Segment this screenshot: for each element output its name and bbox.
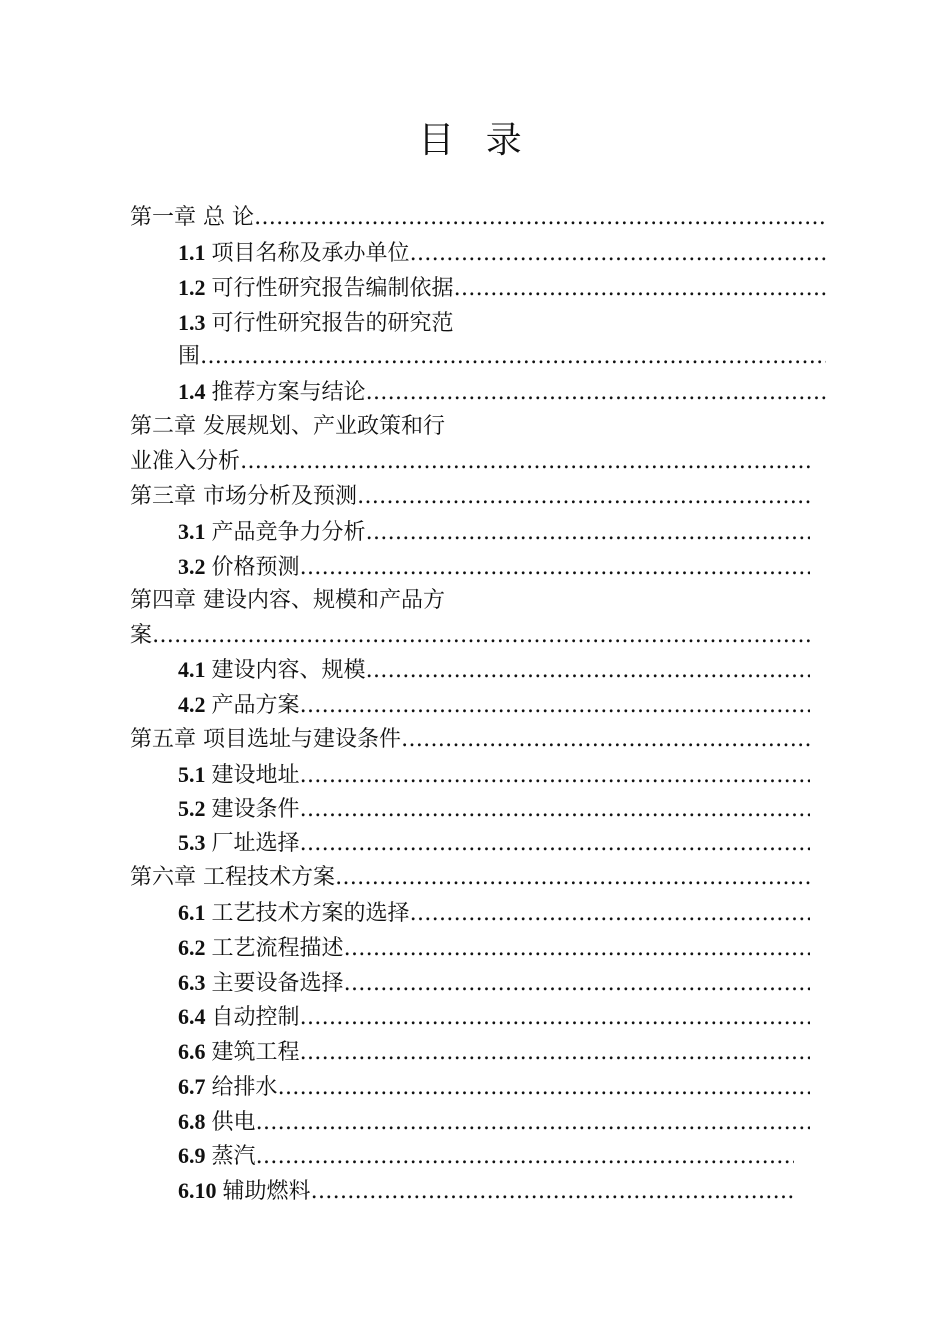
toc-text: 可行性研究报告编制依据: [211, 276, 454, 301]
leader-dots: [410, 241, 826, 266]
toc-entry: [178, 1000, 810, 1034]
toc-number: 6.1: [178, 900, 206, 925]
toc-entry: [178, 653, 810, 687]
toc-entry: [178, 1105, 810, 1139]
toc-entry: [178, 236, 826, 270]
leader-dots: [256, 1110, 810, 1135]
leader-dots: [240, 449, 810, 474]
toc-entry: [130, 480, 810, 514]
leader-dots: [300, 831, 810, 856]
toc-text: 建设地址: [211, 763, 300, 788]
toc-entry: [130, 201, 826, 235]
leader-dots: [335, 865, 810, 890]
leader-dots: [366, 658, 810, 683]
toc-text: 推荐方案与结论: [211, 380, 366, 405]
toc-text: 工艺流程描述: [211, 936, 344, 961]
toc-entry: [178, 792, 810, 826]
toc-entry: [178, 931, 810, 965]
toc-number: 5.1: [178, 762, 206, 787]
leader-dots: [410, 901, 810, 926]
toc-number: 6.7: [178, 1074, 206, 1099]
leader-dots: [366, 380, 826, 405]
leader-dots: [300, 1005, 810, 1030]
leader-dots: [366, 520, 810, 545]
toc-text: 厂址选择: [211, 831, 300, 856]
toc-entry: [178, 271, 826, 305]
leader-dots: [300, 693, 810, 718]
leader-dots: [344, 971, 810, 996]
toc-text: 第四章 建设内容、规模和产品方: [130, 588, 445, 613]
toc-text: 产品竞争力分析: [211, 520, 366, 545]
toc-text: 自动控制: [211, 1005, 300, 1030]
toc-number: 6.4: [178, 1004, 206, 1029]
toc-number: 1.2: [178, 275, 206, 300]
toc-number: 1.3: [178, 310, 206, 335]
toc-entry: [178, 966, 810, 1000]
toc-text: 案: [130, 623, 153, 648]
toc-entry: [178, 550, 810, 584]
toc-text: 建设条件: [211, 797, 300, 822]
leader-dots: [256, 1144, 794, 1169]
toc-number: 6.8: [178, 1109, 206, 1134]
leader-dots: [311, 1179, 794, 1204]
leader-dots: [300, 555, 810, 580]
toc-text: 建设内容、规模: [211, 658, 366, 683]
toc-entry: [178, 1035, 810, 1069]
leader-dots: [254, 205, 826, 230]
toc-number: 6.2: [178, 935, 206, 960]
toc-entry: [178, 515, 810, 549]
toc-number: 3.2: [178, 554, 206, 579]
toc-number: 4.1: [178, 657, 206, 682]
toc-number: 1.4: [178, 379, 206, 404]
toc-entry: [178, 826, 810, 860]
toc-text: 围: [178, 344, 201, 369]
toc-entry: [130, 723, 810, 757]
page-title: 目 录: [418, 120, 532, 161]
toc-number: 1.1: [178, 240, 206, 265]
toc-text: 产品方案: [211, 693, 300, 718]
toc-number: 3.1: [178, 519, 206, 544]
leader-dots: [401, 727, 810, 752]
toc-entry: [130, 445, 810, 479]
toc-entry: [178, 1174, 794, 1208]
toc-number: 5.3: [178, 830, 206, 855]
leader-dots: [300, 763, 810, 788]
toc-entry: [178, 688, 810, 722]
toc-entry: [178, 1070, 810, 1104]
toc-entry: [178, 758, 810, 792]
toc-text: 业准入分析: [130, 449, 241, 474]
toc-text: 项目名称及承办单位: [211, 241, 410, 266]
leader-dots: [152, 623, 810, 648]
toc-entry: [178, 1139, 794, 1173]
leader-dots: [357, 484, 810, 509]
toc-entry: [130, 619, 810, 653]
toc-number: 4.2: [178, 692, 206, 717]
leader-dots: [344, 936, 810, 961]
leader-dots: [200, 344, 826, 369]
toc-text: 供电: [211, 1110, 256, 1135]
toc-text: 第六章 工程技术方案: [130, 865, 335, 890]
toc-entry: [130, 861, 810, 895]
toc-text: 给排水: [211, 1075, 278, 1100]
toc-text: 辅助燃料: [222, 1179, 311, 1204]
toc-text: 工艺技术方案的选择: [211, 901, 410, 926]
toc-number: 5.2: [178, 796, 206, 821]
leader-dots: [454, 276, 826, 301]
toc-text: 第一章 总 论: [130, 205, 254, 230]
toc-text: 可行性研究报告的研究范: [211, 311, 454, 336]
leader-dots: [278, 1075, 810, 1100]
toc-entry: [178, 375, 826, 409]
toc-text: 第五章 项目选址与建设条件: [130, 727, 401, 752]
toc-text: 第三章 市场分析及预测: [130, 484, 357, 509]
toc-text: 建筑工程: [211, 1040, 300, 1065]
toc-number: 6.6: [178, 1039, 206, 1064]
toc-entry: [130, 410, 826, 444]
leader-dots: [300, 1040, 810, 1065]
toc-entry: [130, 584, 810, 618]
toc-number: 6.3: [178, 970, 206, 995]
leader-dots: [300, 797, 810, 822]
toc-entry: [178, 896, 810, 930]
toc-text: 价格预测: [211, 555, 300, 580]
toc-entry: [178, 306, 826, 340]
toc-text: 主要设备选择: [211, 971, 344, 996]
toc-text: 第二章 发展规划、产业政策和行: [130, 414, 445, 439]
toc-number: 6.10: [178, 1178, 217, 1203]
toc-text: 蒸汽: [211, 1144, 256, 1169]
toc-number: 6.9: [178, 1143, 206, 1168]
toc-entry: [178, 340, 826, 374]
